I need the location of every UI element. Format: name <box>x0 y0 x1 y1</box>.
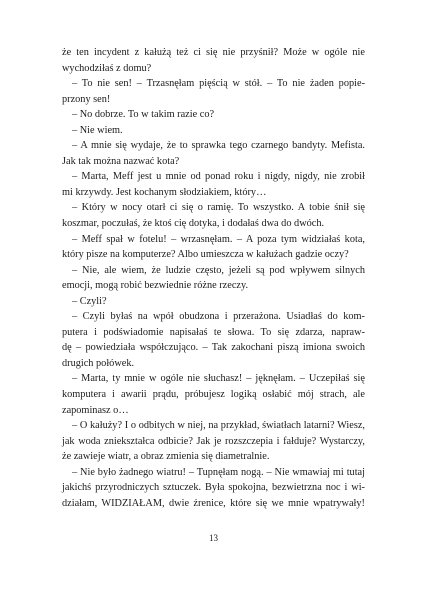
text-line: że zawieje wiatr, a obraz zmienia się diametralnie. <box>62 451 270 463</box>
text-line: putera i podświadomie napisałaś te słowa. To się zdarza, napraw- <box>62 326 365 338</box>
text-line: emocji, mogą robić bezwiednie różne rzeczy. <box>62 280 249 292</box>
text-line: jak woda zniekształca odbicie? Jak je rozszczepia i fałduje? Wystarczy, <box>62 435 365 447</box>
text-line: Jak tak można nazwać kota? <box>62 155 180 167</box>
text-line: który pisze na komputerze? Albo umieszcza w kałużach gadzie oczy? <box>62 249 349 261</box>
text-line: koszmar, poczułaś, że ktoś cię dotyka, i dodałaś dwa do dwóch. <box>62 218 325 230</box>
text-line: – Marta, Meff jest u mnie od ponad roku i nigdy, nigdy, nie zrobił <box>72 171 365 183</box>
text-line: – No dobrze. To w takim razie co? <box>72 109 215 121</box>
text-line: – Czyli byłaś na wpół obudzona i przerażona. Usiadłaś do kom- <box>72 311 365 323</box>
text-line: że ten incydent z kałużą też ci się nie przyśnił? Może w ogóle nie <box>62 47 365 58</box>
text-line: – Meff spał w fotelu! – wrzasnęłam. – A poza tym widziałaś kota, <box>72 233 365 245</box>
text-line: wychodziłaś z domu? <box>62 62 152 74</box>
text-line: dę – powiedziała współczująco. – Tak zakochani piszą imiona swoich <box>62 342 365 354</box>
body-text <box>62 45 365 511</box>
text-line: – O kałuży? I o odbitych w niej, na przykład, światłach latarni? Wiesz, <box>72 420 365 432</box>
page-number: 13 <box>209 533 218 543</box>
text-line: przony sen! <box>62 93 111 105</box>
text-line: – Który w nocy otarł ci się o ramię. To wszystko. A tobie śnił się <box>72 202 365 214</box>
text-line: zapominasz o… <box>62 404 129 416</box>
text-line: drugich połówek. <box>62 357 135 369</box>
text-line: – Nie było żadnego wiatru! – Tupnęłam nogą. – Nie wmawiaj mi tutaj <box>72 466 365 478</box>
text-line: – Nie, ale wiem, że ludzie często, jeżeli są pod wpływem silnych <box>72 264 365 276</box>
text-line: – A mnie się wydaje, że to sprawka tego czarnego bandyty. Mefista. <box>72 140 365 152</box>
text-line: mi krzywdy. Jest kochanym słodziakiem, który… <box>62 186 267 198</box>
text-line: – Nie wiem. <box>72 124 123 136</box>
text-line: komputera i awarii prądu, próbujesz logiką osłabić mój strach, ale <box>62 389 365 401</box>
text-line: – To nie sen! – Trzasnęłam pięścią w stół. – To nie żaden popie- <box>72 78 365 90</box>
text-line: działam, WIDZIAŁAM, dwie źrenice, które się we mnie wpatrywały! <box>62 497 365 509</box>
text-line: jakichś przyrodniczych sztuczek. Była spokojna, bezwietrzna noc i wi- <box>62 482 365 494</box>
text-line: – Czyli? <box>72 295 107 307</box>
text-line: – Marta, ty mnie w ogóle nie słuchasz! – jęknęłam. – Uczepiłaś się <box>72 373 365 385</box>
